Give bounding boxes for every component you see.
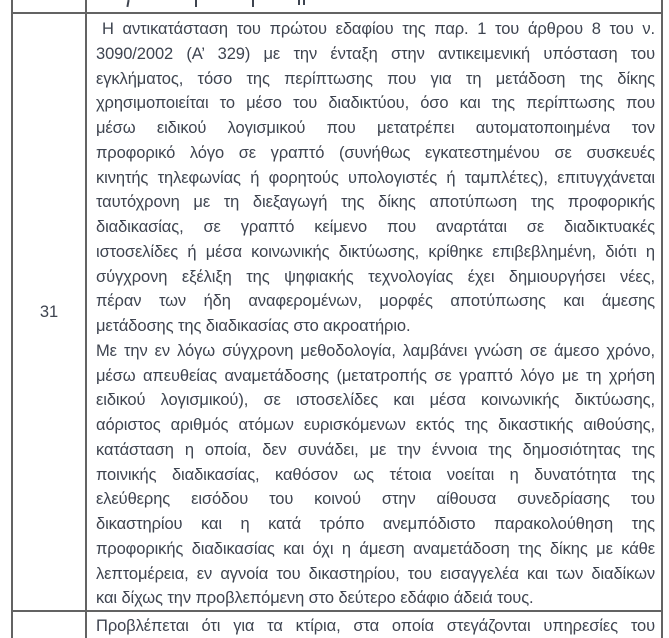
text-line: Η αντικατάσταση του πρώτου εδαφίου της παρ. 1 του άρθρου 8 του ν. — [102, 20, 655, 38]
row-text-cell — [87, 612, 661, 638]
row-number-cell — [13, 0, 87, 12]
text-line: σύγχρονη εξέλιξη της ψηφιακής τεχνολογίας έχει δημιουργήσει νέες, — [96, 267, 655, 286]
text-line: και δίχως την προβλεπόμενη στο δεύτερο εδάφιο άδειά τους. — [96, 589, 534, 608]
text-line: ελεύθερης εισόδου του κοινού στην αίθουσα συνεδρίασης του — [96, 490, 655, 509]
paragraph — [96, 17, 655, 339]
row-text-cell — [87, 0, 661, 12]
text-line: ιστοσελίδες ή μέσα κοινωνικής δικτύωσης, κρίθηκε επιβεβλημένη, διότι η — [96, 242, 655, 261]
row-number-cell — [13, 612, 87, 638]
row-text-cell — [87, 14, 661, 610]
text-line: μέσω ειδικού λογισμικού που μετατρέπει αυτοματοποιημένα τον — [96, 119, 655, 137]
text-line: αόριστος αριθμός ατόμων ευρισκόμενων εκτός της δικαστικής αιθούσης, — [96, 416, 655, 434]
clipped-text-remnant — [298, 0, 300, 5]
report-table — [11, 0, 663, 638]
paragraph — [96, 339, 655, 610]
text-line: μέσω απευθείας αναμετάδοσης (μετατροπής σε γραπτό λόγο με τη χρήση — [96, 366, 655, 385]
table-row-partial-top — [13, 0, 661, 14]
clipped-text-remnant — [252, 0, 254, 7]
text-line: πέραν των ήδη αναφερομένων, μορφές αποτύπωσης και άμεσης — [96, 292, 655, 311]
text-line: ταυτόχρονη με τη διεξαγωγή της δίκης αποτύπωση της προφορικής — [96, 193, 655, 212]
text-line: διαδικασίας, σε γραπτό κείμενο που αναρτάται σε διαδικτυακές — [96, 218, 655, 236]
paragraph — [96, 614, 655, 638]
text-line: Με την εν λόγω σύγχρονη μεθοδολογία, λαμβάνει γνώση σε άμεσο χρόνο, — [96, 341, 655, 360]
text-line: ειδικού λογισμικού), σε ιστοσελίδες και μέσα κοινωνικής δικτύωσης, — [96, 391, 655, 410]
text-line: χρησιμοποιείται το μέσο του διαδικτύου, όσο και της περίπτωσης που — [96, 94, 655, 113]
text-line: δικαστηρίου και η κατά τρόπο ανεμπόδιστο παρακολούθηση της — [96, 515, 655, 533]
table-row-entry-31 — [13, 14, 661, 612]
row-number: 31 — [39, 302, 59, 321]
text-line: κινητής τηλεφωνίας ή φορητούς υπολογιστές ή ταμπλέτες), επιτυγχάνεται — [96, 168, 655, 187]
text-line: ποινικής διαδικασίας, καθόσον ως τέτοια νοείται η δυνατότητα της — [96, 465, 655, 484]
text-line: κατάσταση η οποία, δεν συνάδει, με την έννοια της δημοσιότητας της — [96, 440, 655, 459]
text-line: Προβλέπεται ότι για τα κτίρια, στα οποία στεγάζονται υπηρεσίες του — [96, 617, 655, 635]
clipped-text-remnant — [195, 0, 197, 7]
text-line: προφορικής διαδικασίας και όχι η άμεση αναμετάδοση της δίκης με κάθε — [96, 539, 655, 558]
table-row-partial-bottom — [13, 612, 661, 638]
text-line: μετάδοσης της διαδικασίας στο ακροατήριο. — [96, 317, 411, 335]
text-line: λεπτομέρεια, εν αγνοία του δικαστηρίου, του εισαγγελέα και των διαδίκων — [96, 564, 655, 583]
clipped-text-remnant — [303, 0, 305, 5]
text-line: εγκλήματος, τόσο της περίπτωσης που για τη μετάδοση της δίκης — [96, 69, 655, 88]
row-number-cell — [13, 14, 87, 610]
clipped-text-remnant — [126, 0, 129, 7]
text-line: 3090/2002 (Α’ 329) με την ένταξη στην αντικειμενική υπόσταση του — [96, 44, 655, 63]
text-line: προφορικό λόγο σε γραπτό (συνήθως εγκατεστημένου σε συσκευές — [96, 143, 655, 162]
